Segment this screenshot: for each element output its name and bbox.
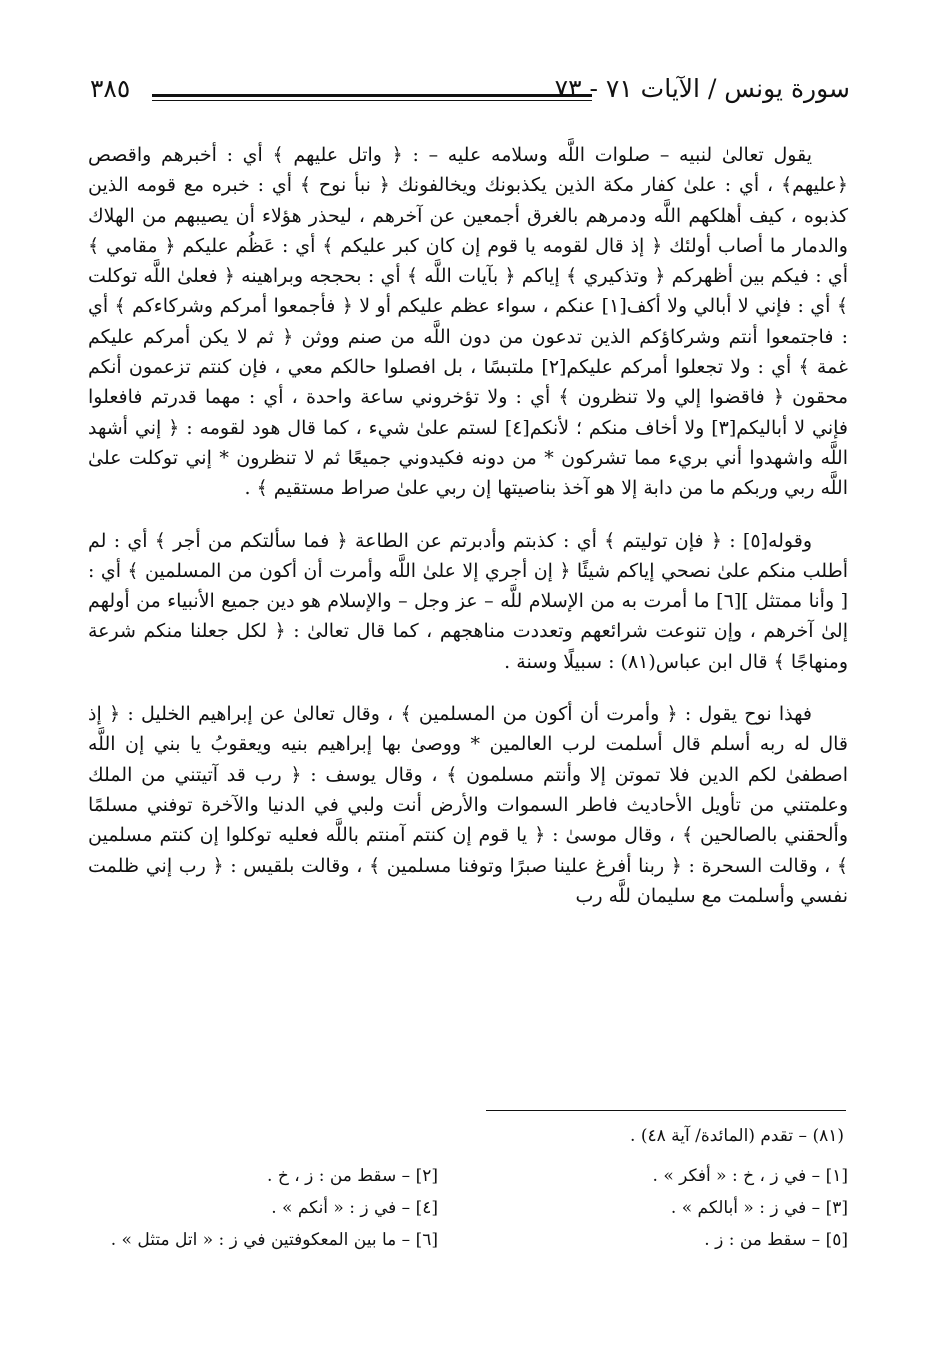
footnote-5: [٥] – سقط من : ز . bbox=[704, 1230, 848, 1250]
page-number: ٣٨٥ bbox=[90, 74, 131, 103]
footnote-2: [٢] – سقط من : ز ، خ . bbox=[267, 1166, 438, 1186]
footnote-3: [٣] – في ز : « أبالكم » . bbox=[670, 1198, 848, 1218]
paragraph-3: فهذا نوح يقول : ﴿ وأمرت أن أكون من المسلمين ﴾ ، وقال تعالىٰ عن إبراهيم الخليل : ﴿ إذ قال له ربه أسلم قال أسلمت لرب العالمين * ووصىٰ بها إبراهيم بنيه ويعقوبُ يا بني إن اللَّه اصطفىٰ لكم الدين فلا تموتن إلا وأنتم مسلمون ﴾ ، وقال يوسف : ﴿ رب قد آتيتني من الملك وعلمتني من تأويل الأحاديث فاطر السموات والأرض أنت ولبي في الدنيا والآخرة توفني مسلمًا وألحقني بالصالحين ﴾ ، وقال موسىٰ : ﴿ يا قوم إن كنتم آمنتم باللَّه فعليه توكلوا إن كنتم مسلمين ﴾ ، وقالت السحرة : ﴿ ربنا أفرغ علينا صبرًا وتوفنا مسلمين ﴾ ، وقالت بلقيس : ﴿ رب إني ظلمت نفسي وأسلمت مع سليمان للَّه رب bbox=[88, 703, 848, 907]
footnote-6: [٦] – ما بين المعكوفتين في ز : « اتل متثل » . bbox=[110, 1230, 438, 1250]
footnote-column-right bbox=[478, 1160, 848, 1256]
main-text bbox=[88, 140, 848, 933]
footnote-1: [١] – في ز ، خ : « أفكر » . bbox=[652, 1166, 848, 1186]
header-rule-thin bbox=[152, 100, 592, 101]
footnotes-variants bbox=[88, 1160, 848, 1256]
header-rule bbox=[152, 94, 592, 97]
paragraph-1: يقول تعالىٰ لنبيه – صلوات اللَّه وسلامه عليه – : ﴿ واتل عليهم ﴾ أي : أخبرهم واقصص ﴿عليهم﴾ ، أي : علىٰ كفار مكة الذين يكذبونك ويخالفونك ﴿ نبأ نوح ﴾ أي : خبره مع قومه الذين كذبوه ، كيف أهلكهم اللَّه ودمرهم بالغرق أجمعين عن آخرهم ، ليحذر هؤلاء أن يصيبهم من الهلاك والدمار ما أصاب أولئك ﴿ إذ قال لقومه يا قوم إن كان كبر عليكم ﴾ أي : عَظُم عليكم ﴿ مقامي ﴾ أي : فيكم بين أظهركم ﴿ وتذكيري ﴾ إياكم ﴿ بآيات اللَّه ﴾ أي : بحججه وبراهينه ﴿ فعلىٰ اللَّه توكلت ﴾ أي : فإني لا أبالي ولا أكف[١] عنكم ، سواء عظم عليكم أو لا ﴿ فأجمعوا أمركم وشركاءكم ﴾ أي : فاجتمعوا أنتم وشركاؤكم الذين تدعون من دون اللَّه من صنم ووثن ﴿ ثم لا يكن أمركم عليكم غمة ﴾ أي : ولا تجعلوا أمركم عليكم[٢] ملتبسًا ، بل افصلوا حالكم معي ، فإن كنتم تزعمون أنكم محقون ﴿ فاقضوا إلي ولا تنظرون ﴾ أي : ولا تؤخروني ساعة واحدة ، أي : مهما قدرتم فافعلوا فإني لا أباليكم[٣] ولا أخاف منكم ؛ لأنكم[٤] لستم علىٰ شيء ، كما قال هود لقومه : ﴿ إني أشهد اللَّه واشهدوا أني بريء مما تشركون * من دونه فكيدوني جميعًا ثم لا تنظرون * إني توكلت علىٰ اللَّه ربي وربكم ما من دابة إلا هو آخذ بناصيتها إن ربي علىٰ صراط مستقيم ﴾ . bbox=[88, 144, 848, 500]
footnote-separator bbox=[486, 1110, 846, 1111]
footnote-81: (٨١) – تقدم (المائدة/ آية ٤٨) . bbox=[630, 1126, 844, 1146]
footnote-column-left bbox=[68, 1160, 438, 1256]
page-header bbox=[90, 66, 850, 110]
footnote-4: [٤] – في ز : « أنكم » . bbox=[271, 1198, 438, 1218]
paragraph-2: وقوله[٥] : ﴿ فإن توليتم ﴾ أي : كذبتم وأدبرتم عن الطاعة ﴿ فما سألتكم من أجر ﴾ أي : لم أطلب منكم علىٰ نصحي إياكم شيئًا ﴿ إن أجري إلا علىٰ اللَّه وأمرت أن أكون من المسلمين ﴾ أي : [ وأنا ممتثل ][٦] ما أمرت به من الإسلام للَّه – عز وجل – والإسلام هو دين جميع الأنبياء من أولهم إلىٰ آخرهم ، وإن تنوعت شرائعهم وتعددت مناهجهم ، كما قال تعالىٰ : ﴿ لكل جعلنا منكم شرعة ومنهاجًا ﴾ قال ابن عباس(٨١) : سبيلًا وسنة . bbox=[88, 529, 848, 673]
surah-title: سورة يونس / الآيات ٧١ - ٧٣ bbox=[554, 74, 850, 103]
